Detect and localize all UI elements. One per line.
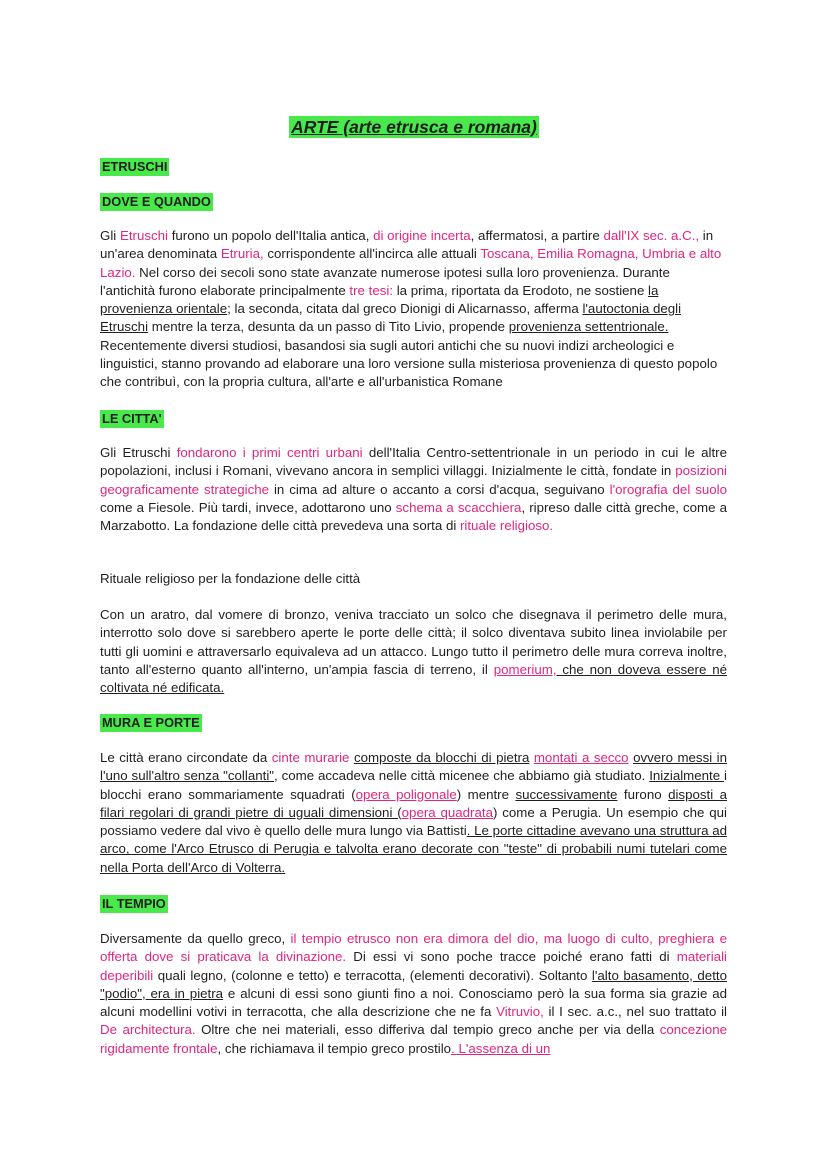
heading-citta: LE CITTA'	[102, 411, 162, 426]
page-title: ARTE (arte etrusca e romana)	[291, 117, 537, 137]
paragraph-ritual-title: Rituale religioso per la fondazione delle città	[100, 571, 361, 586]
heading-etruschi: ETRUSCHI	[102, 159, 168, 174]
heading-dove-quando: DOVE E QUANDO	[102, 194, 211, 209]
paragraph-temple: Diversamente da quello greco, il tempio etrusco non era dimora del dio, ma luogo di culto, preghiera e offerta dove si praticava la divinazione. Di essi vi sono poche tracce poiché erano fatti di materiali deperibili quali legno, (colonne e tetto) e terracotta, (elementi decorativi). Soltanto l'alto basamento, detto "podio", era in pietra e alcuni di essi sono giunti fino a noi. Conosciamo però la sua forma sia grazie ad alcuni modellini votivi in terracotta, che alla descrizione che ne fa Vitruvio, il I sec. a.c., nel suo trattato il De architectura. Oltre che nei materiali, esso differiva dal tempio greco anche per via della concezione rigidamente frontale, che richiamava il tempio greco prostilo. L'assenza di un	[100, 931, 727, 1056]
heading-tempio: IL TEMPIO	[102, 896, 166, 911]
heading-mura-porte: MURA E PORTE	[102, 715, 200, 730]
paragraph-origins: Gli Etruschi furono un popolo dell'Italia antica, di origine incerta, affermatosi, a partire dall'IX sec. a.C., in un'area denominata Etruria, corrispondente all'incirca alle attuali Toscana, Emilia Romagna, Umbria e alto Lazio. Nel corso dei secoli sono state avanzate numerose ipotesi sulla loro provenienza. Durante l'antichità furono elaborate principalmente tre tesi: la prima, riportata da Erodoto, ne sostiene la provenienza orientale; la seconda, citata dal greco Dionigi di Alicarnasso, afferma l'autoctonia degli Etruschi mentre la terza, desunta da un passo di Tito Livio, propende provenienza settentrionale. Recentemente diversi studiosi, basandosi sia sugli autori antichi che su nuovi indizi archeologici e linguistici, stanno provando ad elaborare una loro versione sulla misteriosa provenienza di questo popolo che contribuì, con la propria cultura, all'arte e all'urbanistica Romane	[100, 228, 722, 390]
paragraph-ritual: Con un aratro, dal vomere di bronzo, veniva tracciato un solco che disegnava il perimetro delle mura, interrotto solo dove si sarebbero aperte le porte delle città; il solco diventava subito linea inviolabile per tutti gli uomini e attraversarlo equivaleva ad un attacco. Lungo tutto il perimetro delle mura correva inoltre, tanto all'esterno quanto all'interno, un'ampia fascia di terreno, il pomerium, che non doveva essere né coltivata né edificata.	[100, 607, 727, 696]
paragraph-walls: Le città erano circondate da cinte murarie composte da blocchi di pietra montati a secco ovvero messi in l'uno sull'altro senza "collanti", come accadeva nelle città micenee che abbiamo già studiato. Inizialmente i blocchi erano sommariamente squadrati (opera poligonale) mentre successivamente furono disposti a filari regolari di grandi pietre di uguali dimensioni (opera quadrata) come a Perugia. Un esempio che qui possiamo vedere dal vivo è quello delle mura lungo via Battisti. Le porte cittadine avevano una struttura ad arco, come l'Arco Etrusco di Perugia e talvolta erano decorate con "teste" di probabili numi tutelari come nella Porta dell'Arco di Volterra.	[100, 750, 728, 875]
paragraph-cities: Gli Etruschi fondarono i primi centri urbani dell'Italia Centro-settentrionale in un periodo in cui le altre popolazioni, inclusi i Romani, vivevano ancora in semplici villaggi. Inizialmente le città, fondate in posizioni geograficamente strategiche in cima ad alture o accanto a corsi d'acqua, seguivano l'orografia del suolo come a Fiesole. Più tardi, invece, adottarono uno schema a scacchiera, ripreso dalle città greche, come a Marzabotto. La fondazione delle città prevedeva una sorta di rituale religioso.	[100, 445, 728, 534]
